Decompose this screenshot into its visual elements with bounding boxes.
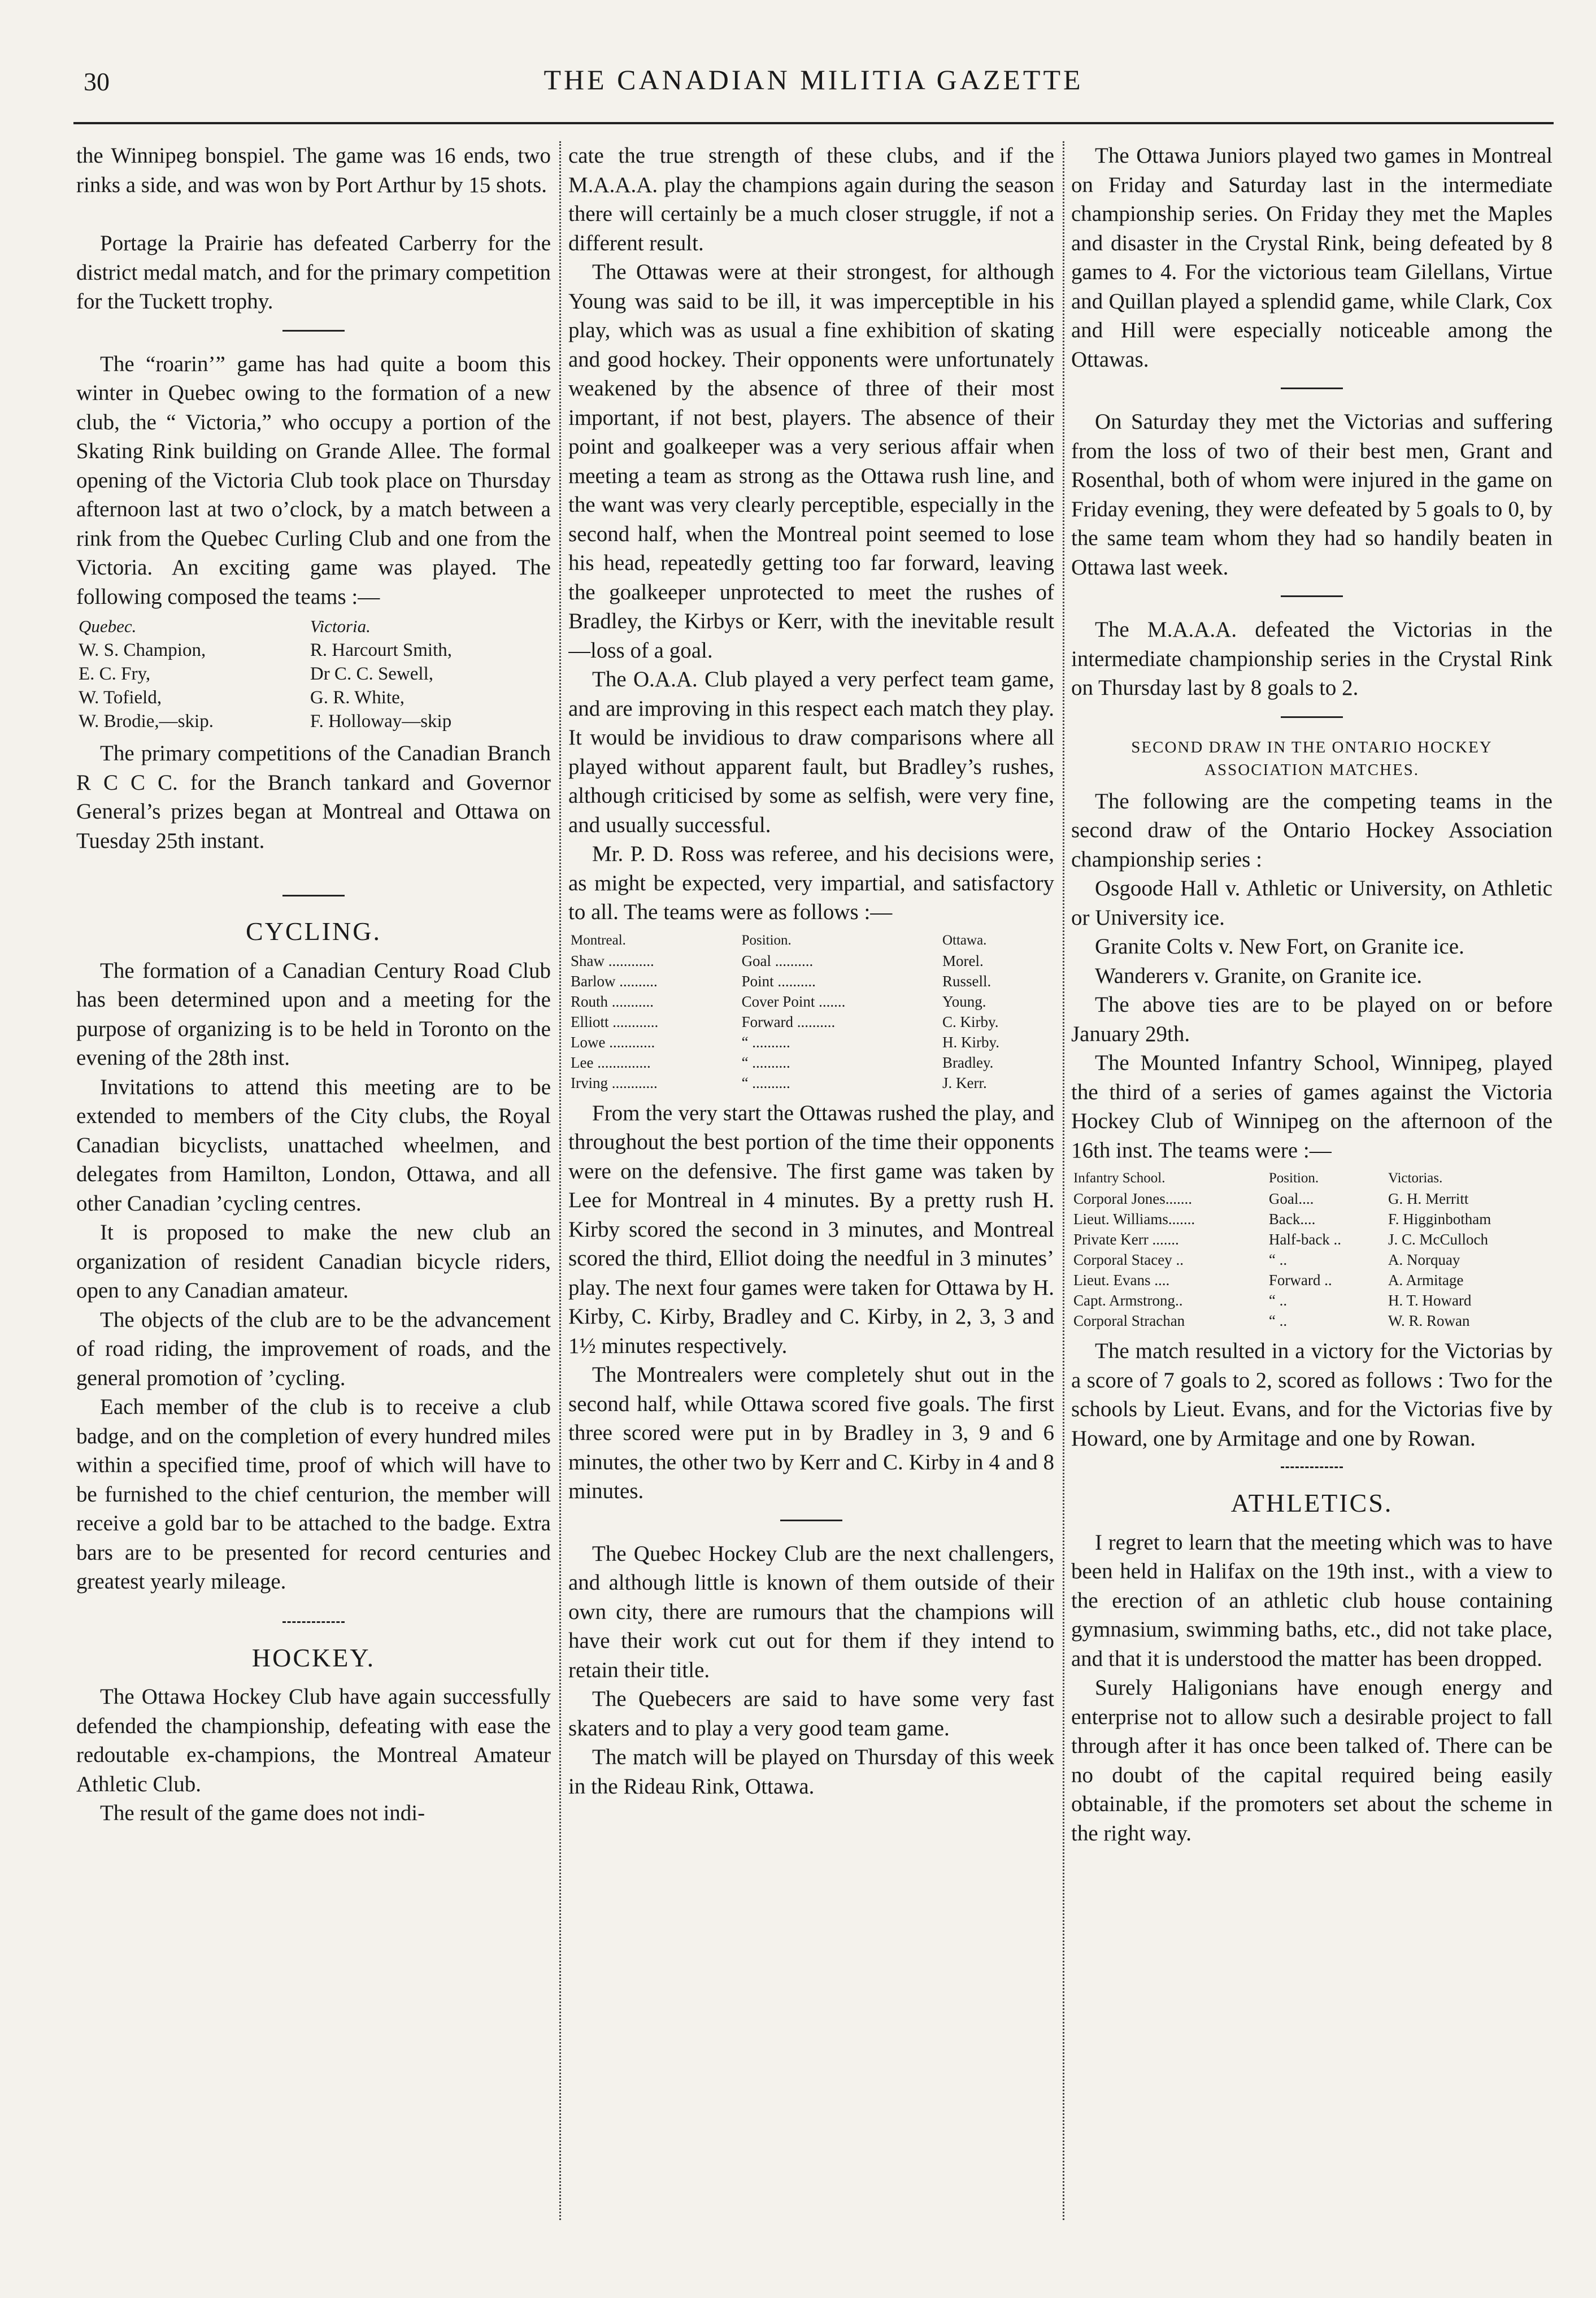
table-cell: W. Brodie,—skip. [79,711,214,732]
column-3 [1071,141,1552,2264]
table-cell: G. R. White, [310,687,405,708]
paragraph: The Montrealers were completely shut out in the second half, while Ottawa scored five goals. The first three scored were put in by Bradley in 3, 9 and 6 minutes, the other two by Kerr and C. Kirby in 4 and 8 minutes. [568,1363,1054,1503]
table-cell: F. Higginbotham [1388,1211,1491,1228]
table-cell: A. Norquay [1388,1251,1460,1268]
paragraph: The Mounted Infantry School, Winnipeg, played the third of a series of games against the Victoria Hockey Club of Winnipeg on the afternoon of the 16th inst. The teams were :— [1071,1051,1552,1163]
section-heading-second-draw: SECOND DRAW IN THE ONTARIO HOCKEY ASSOCIATION MATCHES. [1131,738,1493,779]
table-cell: Bradley. [942,1054,994,1071]
paragraph: The M.A.A.A. defeated the Victorias in the intermediate championship series in the Crystal Rink on Thursday last by 8 goals to 2. [1071,617,1552,700]
table-cell: “ .. [1268,1312,1288,1329]
table-header-row [76,615,551,638]
table-cell: J. C. McCulloch [1388,1231,1488,1248]
table-header-cell: Montreal. [571,932,626,948]
table-row [1071,1290,1552,1311]
table-cell: Shaw ............ [571,952,654,969]
paragraph: Osgoode Hall v. Athletic or University, on Athletic or University ice. [1071,876,1552,930]
page-number: 30 [84,67,110,96]
table-cell: Russell. [942,972,991,990]
paragraph: I regret to learn that the meeting which was to have been held in Halifax on the 19th inst., with a view to the erection of an athletic club house containing gymnasium, swimming baths, etc., did not take place, and that it is understood the matter has been dropped. [1071,1530,1552,1671]
table-row [568,991,1054,1012]
table-row [1071,1311,1552,1331]
table-cell: Lieut. Evans .... [1073,1272,1170,1289]
table-cell: Cover Point ....... [741,993,846,1010]
paragraph: On Saturday they met the Victorias and suffering from the loss of two of their best men, Grant and Rosenthal, both of whom were injured in the game on Friday evening, they were defeated by 5 goals to 0, by the same team whom they had so handily beaten in Ottawa last week. [1071,410,1552,580]
paragraph: Surely Haligonians have enough energy and enterprise not to allow such a desirable project to fall through after it has once been talked of. There can be no doubt of the capital required being easily obtainable, if the promoters set about the scheme in the right way. [1071,1675,1552,1846]
table-cell: Back.... [1268,1211,1316,1228]
table-cell: R. Harcourt Smith, [310,640,453,660]
table-header-cell: Victorias. [1388,1170,1443,1186]
table-cell: Goal.... [1268,1190,1314,1207]
table-cell: Half-back .. [1268,1231,1342,1248]
paragraph: The result of the game does not indi- [100,1801,425,1825]
paragraph: Wanderers v. Granite, on Granite ice. [1095,963,1423,988]
column-divider [559,141,561,2220]
table-cell: “ .......... [741,1074,790,1091]
section-separator [1281,388,1343,389]
table-cell: “ .......... [741,1054,790,1071]
paragraph: Each member of the club is to receive a club badge, and on the completion of every hundred miles within a specified time, proof of which will have to be furnished to the chief centurion, the member will receive a gold bar to be attached to the badge. Extra bars are to be presented for record centuries and greatest yearly mileage. [76,1395,551,1594]
table-cell: Irving ............ [571,1074,658,1091]
table-cell: Capt. Armstrong.. [1073,1292,1183,1309]
paragraph: The objects of the club are to be the advancement of road riding, the improvement of roads, and the general promotion of ’cycling. [76,1307,551,1390]
table-row [76,710,551,733]
table-header-cell: Position. [741,932,792,948]
paragraph: From the very start the Ottawas rushed the play, and throughout the best portion of the time their opponents were on the defensive. The first game was taken by Lee for Montreal in 4 minutes. By a pretty rush H. Kirby scored the second in 3 minutes, and Montreal scored the third, Elliot doing the needful in 3 minutes’ play. The next four games were taken for Ottawa by H. Kirby, C. Kirby, Bradley and C. Kirby, in 2, 3, 3 and 1½ minutes respectively. [568,1100,1054,1358]
column-divider [1063,141,1064,2220]
section-separator [1281,595,1343,597]
table-header-cell: Victoria. [310,616,371,636]
table-row [1071,1209,1552,1229]
table-cell: Lieut. Williams....... [1073,1211,1195,1228]
table-header-cell: Position. [1268,1170,1319,1186]
paragraph: The Ottawa Juniors played two games in Montreal on Friday and Saturday last in the intermediate championship series. On Friday they met the Maples and disaster in the Crystal Rink, being defeated by 8 games to 4. For the victorious team Gilellans, Virtue and Quillan played a splendid game, while Clark, Cox and Hill were especially noticeable among the Ottawas. [1071,143,1552,372]
table-cell: Young. [942,993,986,1010]
paragraph: The Quebecers are said to have some very fast skaters and to play a very good team game. [568,1687,1054,1740]
table-cell: “ .. [1268,1292,1288,1309]
paragraph: Granite Colts v. New Fort, on Granite ice. [1095,934,1464,959]
table-cell: A. Armitage [1388,1272,1464,1289]
table-row [1071,1229,1552,1250]
section-heading-hockey: HOCKEY. [251,1643,376,1672]
masthead-title: THE CANADIAN MILITIA GAZETTE [543,64,1084,95]
table-cell: H. T. Howard [1388,1292,1472,1309]
table-cell: Elliott ............ [571,1013,659,1030]
section-separator [282,330,345,332]
table-cell: Lee .............. [571,1054,651,1071]
table-cell: Corporal Strachan [1073,1312,1185,1329]
paragraph: The following are the competing teams in the second draw of the Ontario Hockey Association championship series : [1071,789,1552,872]
table-cell: J. Kerr. [942,1074,987,1091]
table-header-row [1071,1168,1552,1189]
table-cell: Goal .......... [741,952,814,969]
section-separator [282,895,345,896]
section-separator [1281,716,1343,718]
paragraph: It is proposed to make the new club an organization of resident Canadian bicycle riders, open to any Canadian amateur. [76,1220,551,1303]
paragraph: The Quebec Hockey Club are the next challengers, and although little is known of them outside of their own city, there are rumours that the champions will have their work cut out for them if they intend to retain their title. [568,1541,1054,1682]
table-row [568,951,1054,971]
table-row [1071,1270,1552,1290]
table-cell: W. S. Champion, [79,640,206,660]
table-cell: Morel. [942,952,984,969]
table-row [568,1073,1054,1093]
table-cell: Private Kerr ....... [1073,1231,1179,1248]
table-header-cell: Quebec. [79,616,137,636]
table-row [1071,1189,1552,1209]
table-cell: “ .. [1268,1251,1288,1268]
table-cell: E. C. Fry, [79,664,151,684]
paragraph: The Ottawa Hockey Club have again successfully defended the championship, defeating with ease the redoutable ex-champions, the Montreal Amateur Athletic Club. [76,1685,551,1796]
paragraph: Portage la Prairie has defeated Carberry for the district medal match, and for the primary competition for the Tuckett trophy. [76,231,551,314]
table-row [568,1032,1054,1052]
infantry-teams-table [1071,1168,1552,1331]
paragraph: The Ottawas were at their strongest, for although Young was said to be ill, it was imperceptible in his play, which was as usual a fine exhibition of skating and good hockey. Their opponents were unfortunately weakened by the absence of three of their most important, if not best, players. The absence of their point and goalkeeper was a very serious affair when meeting a team as strong as the Ottawa rush line, and the want was very clearly perceptible, especially in the second half, when the Montreal point seemed to lose his head, repeatedly getting too far forward, leaving the goalkeeper unprotected to meet the rushes of Bradley, the Kirbys or Kerr, with the inevitable result—loss of a goal. [568,260,1054,663]
paragraph: The O.A.A. Club played a very perfect team game, and are improving in this respect each match they play. It would be invidious to draw comparisons where all played without apparent fault, but Bradley’s rushes, although criticised by some as selfish, were very fine, and usually successful. [568,667,1054,837]
table-cell: Barlow .......... [571,972,658,990]
table-cell: Dr C. C. Sewell, [310,664,434,684]
paragraph: Invitations to attend this meeting are to be extended to members of the City clubs, the Royal Canadian bicyclists, unattached wheelmen, and delegates from Hamilton, London, Ottawa, and all other Canadian ’cycling centres. [76,1074,551,1216]
paragraph: The match will be played on Thursday of this week in the Rideau Rink, Ottawa. [568,1745,1054,1799]
table-header-row [568,930,1054,951]
table-cell: Corporal Jones....... [1073,1190,1192,1207]
table-cell: W. R. Rowan [1388,1312,1470,1329]
table-row [76,662,551,686]
paragraph: The formation of a Canadian Century Road Club has been determined upon and a meeting for the purpose of organizing is to be held in Toronto on the evening of the 28th inst. [76,958,551,1070]
table-cell: Corporal Stacey .. [1073,1251,1184,1268]
table-row [568,1052,1054,1073]
table-row [76,686,551,710]
table-header-cell: Ottawa. [942,932,987,948]
table-cell: W. Tofield, [79,687,162,708]
section-separator [780,1520,842,1521]
header-rule [73,122,1554,124]
table-cell: H. Kirby. [942,1033,999,1051]
section-heading-athletics: ATHLETICS. [1230,1489,1393,1517]
hockey-teams-table [568,930,1054,1093]
curling-teams-table [76,615,551,733]
paragraph: The primary competitions of the Canadian Branch R C C C. for the Branch tankard and Governor General’s prizes began at Montreal and Ottawa on Tuesday 25th instant. [76,741,551,853]
table-cell: Point .......... [741,972,816,990]
paragraph: The “roarin’” game has had quite a boom this winter in Quebec owing to the formation of a new club, the “ Victoria,” who occupy a portion of the Skating Rink building on Grande Allee. The formal opening of the Victoria Club took place on Thursday afternoon last at two o’clock, by a match between a rink from the Quebec Curling Club and one from the Victoria. An exciting game was played. The following composed the teams :— [76,351,551,609]
page-header [73,61,1554,106]
table-row [76,638,551,662]
table-row [568,971,1054,991]
paragraph: The match resulted in a victory for the Victorias by a score of 7 goals to 2, scored as follows : Two for the schools by Lieut. Evans, and for the Victorias five by Howard, one by Armitage and one by Rowan. [1071,1339,1552,1451]
paragraph: the Winnipeg bonspiel. The game was 16 ends, two rinks a side, and was won by Port Arthur by 15 shots. [76,143,551,197]
column-2 [568,141,1054,2264]
section-separator [1281,1466,1343,1468]
table-cell: F. Holloway—skip [310,711,452,732]
table-row [1071,1250,1552,1270]
table-cell: G. H. Merritt [1388,1190,1469,1207]
section-separator [282,1621,345,1623]
table-cell: Forward .......... [741,1013,836,1030]
table-header-cell: Infantry School. [1073,1170,1166,1186]
table-cell: “ .......... [741,1033,790,1051]
table-cell: C. Kirby. [942,1013,999,1030]
table-row [568,1012,1054,1032]
section-heading-cycling: CYCLING. [246,917,381,946]
paragraph: The above ties are to be played on or before January 29th. [1071,993,1552,1046]
column-1 [76,141,551,2264]
table-cell: Lowe ............ [571,1033,655,1051]
table-cell: Forward .. [1268,1272,1332,1289]
paragraph: cate the true strength of these clubs, and if the M.A.A.A. play the champions again during the season there will certainly be a much closer struggle, if not a different result. [568,143,1054,255]
paragraph: Mr. P. D. Ross was referee, and his decisions were, as might be expected, very impartial, and satisfactory to all. The teams were as follows :— [568,842,1054,924]
table-cell: Routh ........... [571,993,654,1010]
